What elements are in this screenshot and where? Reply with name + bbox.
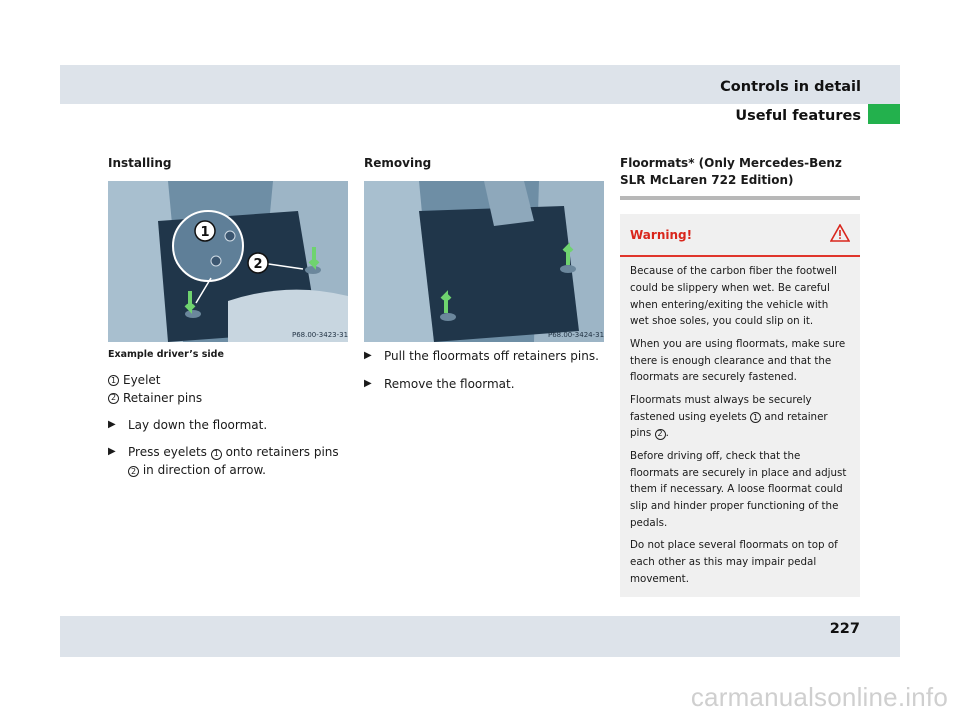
callout-2: 2 bbox=[655, 429, 666, 440]
step-text: Pull the floormats off retainers pins. bbox=[384, 349, 599, 364]
warning-text-part: . bbox=[665, 427, 669, 440]
step-text: Lay down the floormat. bbox=[128, 417, 268, 432]
installing-column bbox=[108, 155, 350, 479]
step-text-part: Press eyelets bbox=[128, 445, 207, 460]
warning-title: Warning! bbox=[630, 227, 693, 242]
removing-column bbox=[364, 155, 606, 393]
svg-text:1: 1 bbox=[200, 225, 210, 241]
installing-heading: Installing bbox=[108, 156, 172, 170]
installing-step-2 bbox=[108, 444, 350, 479]
installing-caption: Example driver’s side bbox=[108, 349, 224, 361]
callout-1: 1 bbox=[750, 412, 761, 423]
warning-paragraph: Because of the carbon fiber the footwell could be slippery when wet. Be careful when entering/exiting the vehicle with wet shoe soles, you could slip on it. bbox=[630, 265, 837, 328]
page-footer-bar bbox=[60, 616, 900, 657]
warning-box bbox=[620, 214, 860, 597]
step-arrow-icon: ▶ bbox=[108, 418, 116, 430]
callout-2: 2 bbox=[108, 393, 119, 404]
warning-triangle-icon bbox=[830, 224, 850, 247]
warning-paragraph: When you are using floormats, make sure there is enough clearance and that the floormats are securely fastened. bbox=[630, 337, 846, 384]
removing-photo bbox=[364, 181, 604, 342]
warning-header bbox=[620, 214, 860, 257]
removing-step-2 bbox=[364, 376, 606, 393]
removing-photo-code: P68.00-3424-31 bbox=[548, 331, 604, 340]
removing-heading: Removing bbox=[364, 156, 432, 170]
svg-text:2: 2 bbox=[253, 257, 263, 273]
page-header-bar bbox=[60, 65, 900, 104]
callout-1: 1 bbox=[108, 375, 119, 386]
legend-label: Eyelet bbox=[123, 373, 161, 388]
warning-paragraph bbox=[620, 386, 860, 442]
step-text: Remove the floormat. bbox=[384, 376, 515, 391]
installing-photo bbox=[108, 181, 348, 342]
step-text bbox=[128, 444, 350, 479]
section-row bbox=[60, 104, 900, 124]
legend-label: Retainer pins bbox=[123, 390, 203, 405]
callout-1: 1 bbox=[211, 449, 222, 460]
legend-item-eyelet bbox=[108, 372, 350, 389]
floormats-column bbox=[620, 155, 860, 597]
step-text-part: in direction of arrow. bbox=[142, 462, 266, 477]
page-number: 227 bbox=[829, 621, 860, 637]
callout-2: 2 bbox=[128, 466, 139, 477]
warning-paragraph: Do not place several floormats on top of each other as this may impair pedal movement. bbox=[630, 539, 838, 585]
heading-divider bbox=[620, 196, 860, 200]
step-arrow-icon: ▶ bbox=[108, 446, 116, 458]
step-arrow-icon: ▶ bbox=[364, 377, 372, 389]
removing-step-1 bbox=[364, 348, 606, 365]
removing-illustration bbox=[364, 181, 604, 342]
installing-photo-code: P68.00-3423-31 bbox=[292, 331, 348, 340]
warning-text-part: and retainer pins bbox=[630, 410, 828, 440]
section-title: Useful features bbox=[735, 108, 861, 124]
warning-text-part: Floormats must always be securely fastened using eyelets bbox=[630, 393, 812, 423]
step-text-part: onto retainers pins bbox=[225, 445, 339, 460]
legend-item-retainer-pins bbox=[108, 390, 350, 407]
step-arrow-icon: ▶ bbox=[364, 350, 372, 362]
installing-step-1 bbox=[108, 417, 350, 434]
section-color-tab bbox=[868, 104, 900, 124]
chapter-title: Controls in detail bbox=[720, 79, 861, 95]
floormats-heading: Floormats* (Only Mercedes-Benz SLR McLaren 722 Edition) bbox=[620, 156, 842, 188]
watermark: carmanualsonline.info bbox=[690, 682, 948, 712]
installing-illustration bbox=[108, 181, 348, 342]
warning-paragraph: Before driving off, check that the floormats are securely in place and adjust them if necessary. A loose floormat could slip and hinder proper functioning of the pedals. bbox=[630, 449, 847, 529]
